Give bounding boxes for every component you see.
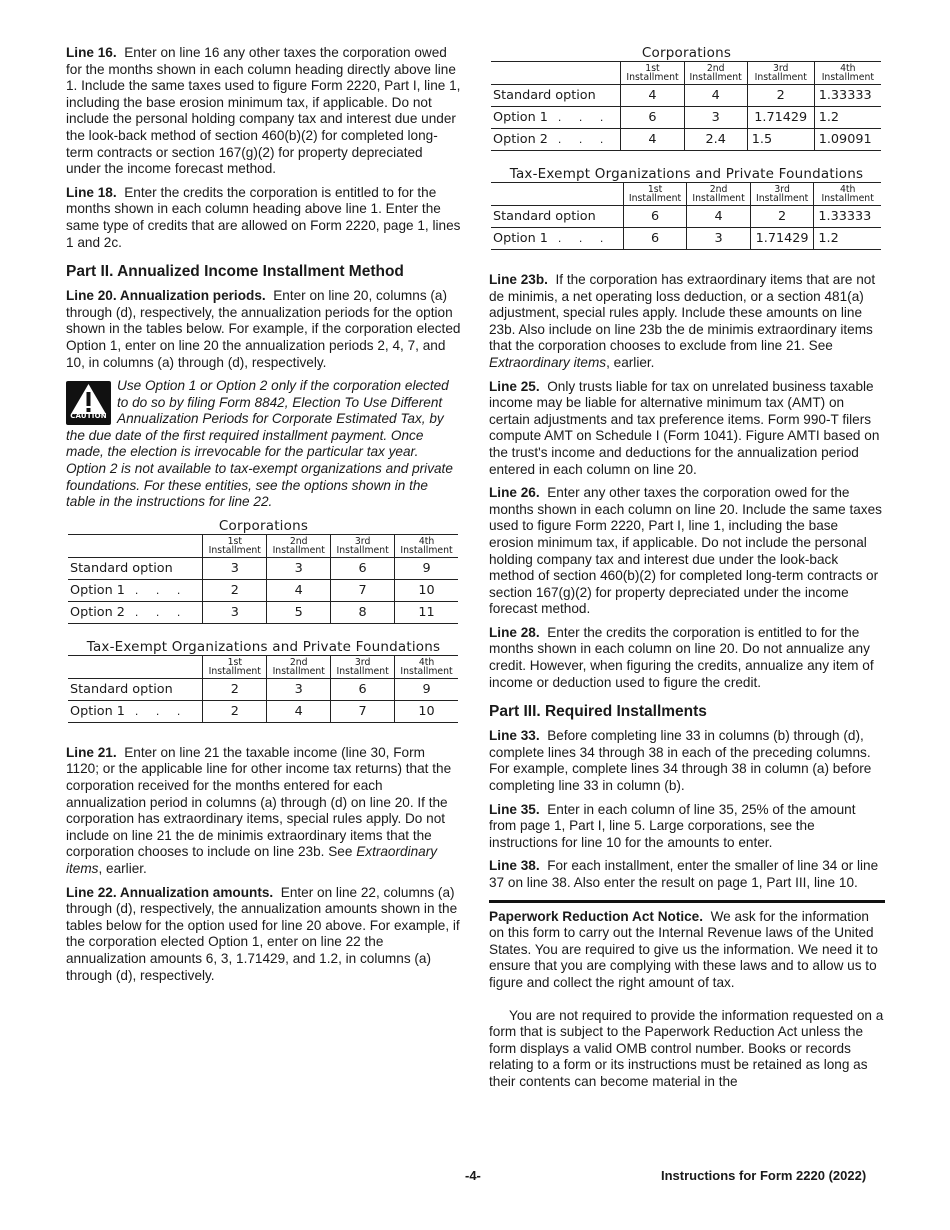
table-cell: 4 (267, 700, 331, 722)
row-label: Standard option (491, 85, 621, 107)
extraordinary-items-ref: Extraordinary items (66, 844, 438, 876)
table-cell: 8 (331, 601, 395, 623)
table-cell: 1.09091 (814, 129, 881, 151)
table-title: Tax-Exempt Organizations and Private Foundations (86, 638, 441, 655)
column-header: 1st Installment (203, 655, 267, 678)
caution-text: Use Option 1 or Option 2 only if the corporation elected to do so by filing Form 8842, Election To Use Different Annualization Periods for Corporate Estimated Tax, by the due date of the first required installment payment. Once made, the election is irrevocable for the particular tax year. Option 2 is not available to tax-exempt organizations and private foundations. For these entities, see the options shown in the table in the instructions for line 22. (66, 378, 453, 510)
table-cell: 11 (395, 601, 458, 623)
line38-paragraph (489, 858, 884, 891)
line25-text: Only trusts liable for tax on unrelated business taxable income may be liable for alternative minimum tax (AMT) on certain adjustments and tax preference items. Form 990-T filers compute AMT on Schedule I (Form 1041). Figure AMTI based on the trust's income and deductions for the annualization period entered in each column on line 20. (489, 378, 880, 477)
table-row (68, 678, 458, 700)
table-cell: 2 (747, 85, 814, 107)
line38-text: For each installment, enter the smaller of line 34 or line 37 on line 38. Also enter the result on page 1, Part III, line 10. (489, 858, 879, 890)
caution-note (66, 378, 461, 511)
table-cell: 1.33333 (814, 85, 881, 107)
row-label: Option 2 . . . (68, 601, 203, 623)
table-row (68, 579, 458, 601)
table-title: Corporations (641, 45, 732, 61)
table-row (68, 557, 458, 579)
line33-text: Before completing line 33 in columns (b) through (d), complete lines 34 through 38 in each of the preceding columns. For example, complete lines 34 through 38 in column (a) before completing line 33 in column (b). (489, 728, 872, 794)
table-cell: 4 (684, 85, 747, 107)
table-row (491, 107, 881, 129)
line18-lead: Line 18. (66, 184, 117, 200)
part3-heading: Part III. Required Installments (489, 703, 707, 721)
part2-heading: Part II. Annualized Income Installment Method (66, 263, 404, 281)
row-label: Standard option (68, 557, 203, 579)
line26-paragraph (489, 485, 884, 618)
table-cell: 1.2 (814, 228, 881, 250)
line21-lead: Line 21. (66, 744, 117, 760)
paperwork-notice-text: We ask for the information on this form to carry out the Internal Revenue laws of the United States. You are required to give us the information. We need it to ensure that you are complying with these laws and to allow us to figure and collect the right amount of tax. (489, 908, 878, 990)
paperwork-notice-paragraph (489, 909, 884, 992)
column-header: 3rd Installment (331, 534, 395, 557)
table-cell: 6 (623, 206, 687, 228)
table-cell: 3 (267, 678, 331, 700)
table-cell: 6 (621, 107, 684, 129)
line20-paragraph (66, 288, 461, 371)
caution-icon-label: CAUTION (70, 411, 107, 420)
line23b-paragraph: Line 23b. If the corporation has extraordinary items that are not de minimis, a net operating loss deduction, or a section 481(a) adjustment, special rules apply. Include these amounts on line 23b. Also include on line 23b the de minimis extraordinary items that the corporation chooses to exclude from line 21. See Extraordinary items, earlier. (489, 272, 876, 370)
column-header: 1st Installment (623, 183, 687, 206)
line20-lead: Line 20. Annualization periods. (66, 288, 266, 304)
line18-text: Enter the credits the corporation is entitled to for the months shown in each column heading above line 1. Enter the same type of credits that are allowed on Form 2220, page 1, lines 1 and 2c. (66, 184, 461, 250)
table-title: Tax-Exempt Organizations and Private Foundations (509, 166, 864, 182)
row-label: Option 1 . . . (68, 579, 203, 601)
line35-lead: Line 35. (489, 801, 540, 817)
column-header: 3rd Installment (750, 183, 814, 206)
table-cell: 1.71429 (750, 228, 814, 250)
amounts-taxexempt-table (489, 167, 884, 250)
row-label: Standard option (68, 678, 203, 700)
line18-paragraph (66, 185, 461, 251)
line35-text: Enter in each column of line 35, 25% of the amount from page 1, Part I, line 5. Large corporations, see the instructions for line 10 for the amounts to enter. (489, 801, 856, 850)
line20-text: Enter on line 20, columns (a) through (d), respectively, the annualization periods for the option shown in the tables below. For example, if the corporation elected Option 1, enter on line 20 the annualization periods 2, 4, 7, and 10, in columns (a) through (d), respectively. (66, 288, 461, 370)
table-row (491, 206, 881, 228)
table-cell: 4 (621, 85, 684, 107)
table-cell: 3 (687, 228, 751, 250)
line28-lead: Line 28. (489, 624, 540, 640)
page-number: -4- (465, 1168, 481, 1183)
table-cell: 4 (621, 129, 684, 151)
table-cell: 2.4 (684, 129, 747, 151)
table-cell: 1.33333 (814, 206, 881, 228)
table-cell: 6 (331, 557, 395, 579)
table-cell: 2 (750, 206, 814, 228)
column-header: 2nd Installment (267, 655, 331, 678)
line23b-text: If the corporation has extraordinary items that are not de minimis, a net operating loss deduction, or a section 481(a) adjustment, special rules apply. Include these amounts on line 23b. Also include on line 23b the de minimis extraordinary items that the corporation chooses to exclude from line 21. See (489, 272, 876, 354)
table-cell: 7 (331, 579, 395, 601)
table-row (68, 601, 458, 623)
paperwork-notice-paragraph-2: You are not required to provide the information requested on a form that is subject to the Paperwork Reduction Act unless the form displays a valid OMB control number. Books or records relating to a form or its instructions must be retained as long as their contents can become material in the (489, 1007, 884, 1089)
line16-lead: Line 16. (66, 45, 117, 60)
table-row (491, 129, 881, 151)
line25-paragraph (489, 379, 884, 479)
table-cell: 3 (684, 107, 747, 129)
document-title: Instructions for Form 2220 (2022) (661, 1168, 867, 1183)
table-cell: 3 (267, 557, 331, 579)
line22-lead: Line 22. Annualization amounts. (66, 884, 274, 900)
line21-text: Enter on line 21 the taxable income (line 30, Form 1120; or the applicable line for other income tax returns) that the corporation received for the months entered for each annualization period in columns (a) through (d) on line 20. If the corporation has extraordinary items, special rules apply. Do not include on line 21 the de minimis extraordinary items that the corporation chooses to include on line 23b. See (66, 744, 452, 860)
periods-corporations-table (66, 519, 461, 624)
table-cell: 3 (203, 557, 267, 579)
table-cell: 4 (267, 579, 331, 601)
column-header: 4th Installment (814, 183, 881, 206)
row-label: Option 1 . . . (68, 700, 203, 722)
line26-lead: Line 26. (489, 485, 540, 501)
table-cell: 5 (267, 601, 331, 623)
table-row (491, 228, 881, 250)
line35-paragraph (489, 802, 884, 852)
column-header: 1st Installment (203, 534, 267, 557)
line28-text: Enter the credits the corporation is entitled to for the months shown in each column on line 20. Do not annualize any credit. However, when figuring the credits, annualize any item of income or deduction used to figure the credit. (489, 624, 874, 690)
line28-paragraph (489, 625, 884, 691)
row-label: Option 2 . . . (491, 129, 621, 151)
column-header: 2nd Installment (687, 183, 751, 206)
table-cell: 10 (395, 700, 458, 722)
amounts-corporations-table (489, 46, 884, 151)
line16-text: Enter on line 16 any other taxes the corporation owed for the months shown in each column heading directly above line 1. Include the same taxes used to figure Form 2220, Part I, line 1, including the base erosion minimum tax, if applicable. Do not include the personal holding company tax and interest due under the look-back method of section 460(b)(2) for completed long-term contracts or section 167(g)(2) for property depreciated under the income forecast method. (66, 45, 461, 177)
left-column (66, 45, 461, 991)
section-divider (489, 900, 885, 903)
line33-paragraph (489, 728, 884, 794)
line22-paragraph (66, 885, 461, 985)
column-header: 2nd Installment (684, 62, 747, 85)
line26-text: Enter any other taxes the corporation owed for the months shown in each column on line 20. Include the same taxes used to figure Form 2220, Part I, line 1, including the base erosion minimum tax, if applicable. Do not include the personal holding company tax and interest due under the look-back method of section 460(b)(2) for completed long-term contracts or section 167(g)(2) for property depreciated under the income forecast method. (489, 485, 882, 617)
table-cell: 7 (331, 700, 395, 722)
caution-icon (66, 381, 111, 425)
row-label: Option 1 . . . (491, 107, 621, 129)
row-label: Option 1 . . . (491, 228, 623, 250)
table-cell: 1.71429 (747, 107, 814, 129)
extraordinary-items-ref: Extraordinary items (489, 354, 607, 370)
table-cell: 2 (203, 678, 267, 700)
line38-lead: Line 38. (489, 858, 540, 874)
line23b-lead: Line 23b. (489, 272, 548, 287)
table-cell: 1.2 (814, 107, 881, 129)
line33-lead: Line 33. (489, 728, 540, 744)
table-cell: 6 (331, 678, 395, 700)
table-cell: 9 (395, 557, 458, 579)
table-cell: 1.5 (747, 129, 814, 151)
column-header: 3rd Installment (747, 62, 814, 85)
column-header: 3rd Installment (331, 655, 395, 678)
right-column (489, 46, 884, 1098)
line16-paragraph (66, 45, 461, 178)
table-cell: 2 (203, 579, 267, 601)
table-cell: 3 (203, 601, 267, 623)
row-label: Standard option (491, 206, 623, 228)
periods-taxexempt-table (66, 640, 461, 723)
table-cell: 10 (395, 579, 458, 601)
table-cell: 2 (203, 700, 267, 722)
table-cell: 9 (395, 678, 458, 700)
paperwork-notice-lead: Paperwork Reduction Act Notice. (489, 908, 704, 924)
column-header: 4th Installment (814, 62, 881, 85)
line22-text: Enter on line 22, columns (a) through (d), respectively, the annualization amounts shown in the tables below for the option used for line 20 above. For example, if the corporation elected Option 1, enter on line 22 the annualization amounts 6, 3, 1.71429, and 1.2, in columns (a) through (d), respectively. (66, 884, 460, 983)
column-header: 1st Installment (621, 62, 684, 85)
column-header: 2nd Installment (267, 534, 331, 557)
table-title: Corporations (218, 517, 309, 534)
line21-paragraph: Line 21. Enter on line 21 the taxable income (line 30, Form 1120; or the applicable line for other income tax returns) that the corporation received for the months entered for each annualization period in columns (a) through (d) on line 20. If the corporation has extraordinary items, special rules apply. Do not include on line 21 the de minimis extraordinary items that the corporation chooses to include on line 23b. See Extraordinary items, earlier. (66, 744, 452, 876)
column-header: 4th Installment (395, 655, 458, 678)
table-row (491, 85, 881, 107)
table-cell: 4 (687, 206, 751, 228)
table-cell: 6 (623, 228, 687, 250)
table-row (68, 700, 458, 722)
column-header: 4th Installment (395, 534, 458, 557)
line25-lead: Line 25. (489, 378, 540, 394)
